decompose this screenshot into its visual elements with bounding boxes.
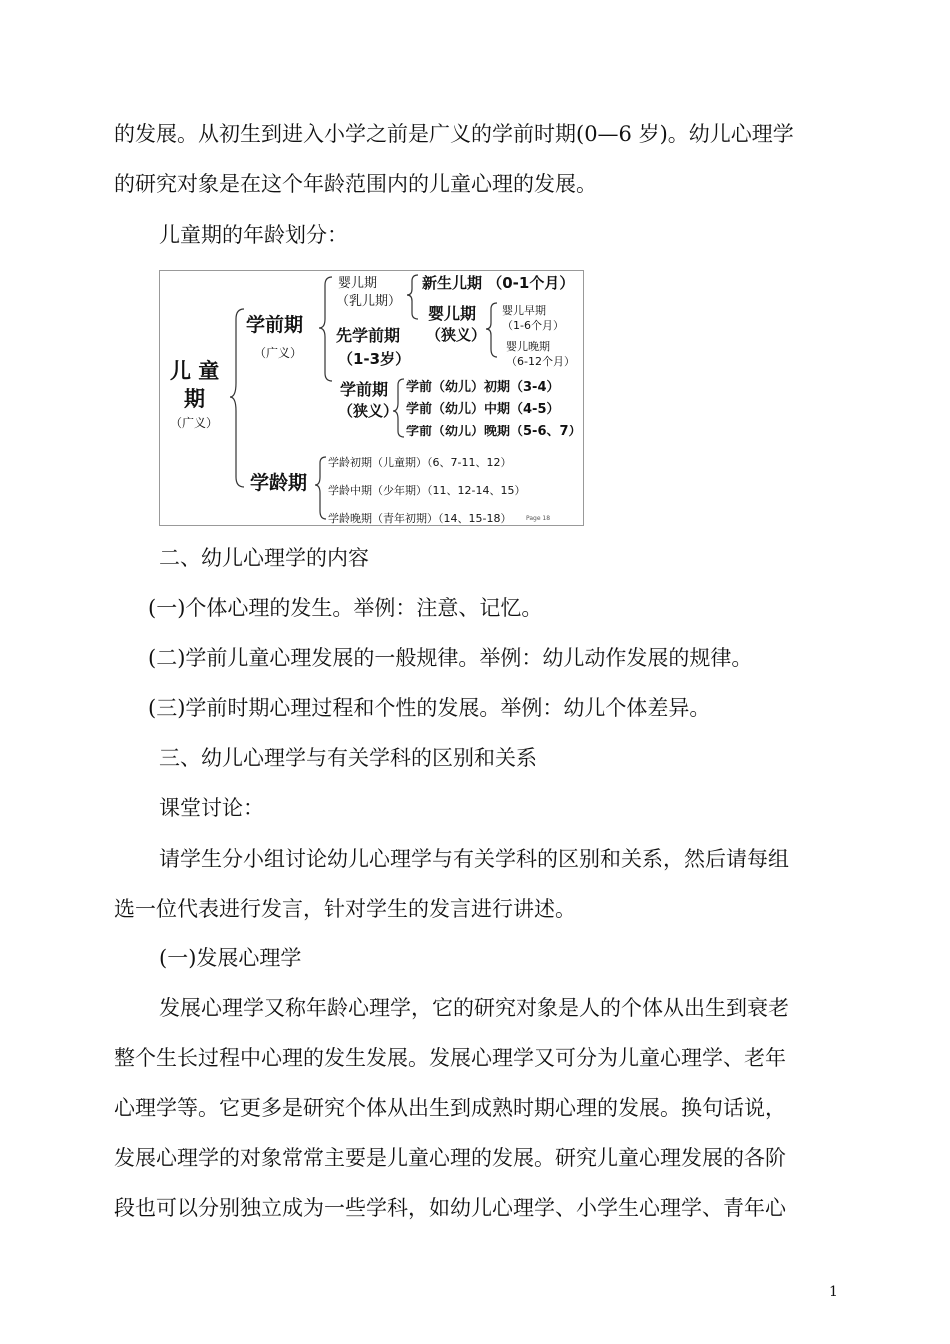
paragraph-line: (三)学前时期心理过程和个性的发展。举例：幼儿个体差异。 <box>148 696 711 720</box>
section-heading: 二、幼儿心理学的内容 <box>159 546 369 570</box>
infancy-early-label: 婴儿早期 <box>502 304 546 317</box>
section-heading: 三、幼儿心理学与有关学科的区别和关系 <box>159 746 537 770</box>
paragraph-line: 的发展。从初生到进入小学之前是广义的学前时期(0—6 岁)。幼儿心理学 <box>114 122 794 146</box>
school-stage-item: 学龄中期（少年期）（11、12-14、15） <box>328 484 526 497</box>
paragraph-line: 整个生长过程中心理的发生发展。发展心理学又可分为儿童心理学、老年 <box>114 1046 786 1070</box>
diagram-root-label: 期 <box>184 387 205 411</box>
newborn-label: 新生儿期 （0-1个月） <box>422 274 575 292</box>
school-stage-item: 学龄晚期（青年初期）（14、15-18） <box>328 512 512 525</box>
infancy-late-label: 婴儿晚期 <box>506 340 550 353</box>
preschool-stage-item: 学前（幼儿）晚期（5-6、7） <box>406 425 582 439</box>
preschool-stage-item: 学前（幼儿）初期（3-4） <box>406 380 560 395</box>
preschool-narrow-note: （狭义） <box>338 402 399 420</box>
paragraph-line: 发展心理学又称年龄心理学，它的研究对象是人的个体从出生到衰老 <box>159 996 789 1020</box>
preschool-broad-label: 学前期 <box>246 314 304 336</box>
preschool-stage-item: 学前（幼儿）中期（4-5） <box>406 402 560 417</box>
paragraph-line: (一)个体心理的发生。举例：注意、记忆。 <box>148 596 543 620</box>
infancy-late-note: （6-12个月） <box>506 355 575 368</box>
page-number: 1 <box>829 1284 838 1300</box>
paragraph-line: 请学生分小组讨论幼儿心理学与有关学科的区别和关系，然后请每组 <box>159 847 789 871</box>
age-division-diagram <box>159 270 584 526</box>
infancy-broad-note: （乳儿期） <box>336 294 402 309</box>
paragraph-line: (二)学前儿童心理发展的一般规律。举例：幼儿动作发展的规律。 <box>148 646 753 670</box>
school-age-label: 学龄期 <box>250 472 308 494</box>
paragraph-line: 选一位代表进行发言，针对学生的发言进行讲述。 <box>114 897 576 921</box>
diagram-root-note: （广义） <box>170 416 219 430</box>
diagram-root-label: 儿 童 <box>170 359 220 383</box>
infancy-broad-label: 婴儿期 <box>338 276 378 291</box>
paragraph-line: 段也可以分别独立成为一些学科，如幼儿心理学、小学生心理学、青年心 <box>114 1196 786 1220</box>
preschool-narrow-label: 学前期 <box>340 380 389 399</box>
paragraph-line: 课堂讨论： <box>159 796 264 820</box>
paragraph-line: 的研究对象是在这个年龄范围内的儿童心理的发展。 <box>114 172 597 196</box>
pre-preschool-note: （1-3岁） <box>338 350 411 368</box>
subsection-heading: (一)发展心理学 <box>159 946 302 970</box>
school-stage-item: 学龄初期（儿童期）（6、7-11、12） <box>328 456 512 469</box>
paragraph-line: 发展心理学的对象常常主要是儿童心理的发展。研究儿童心理发展的各阶 <box>114 1146 786 1170</box>
preschool-broad-note: （广义） <box>254 346 303 360</box>
infancy-narrow-label: 婴儿期 <box>428 304 477 323</box>
infancy-narrow-note: （狭义） <box>426 326 487 344</box>
pre-preschool-label: 先学前期 <box>336 326 401 345</box>
paragraph-line: 儿童期的年龄划分： <box>159 223 348 247</box>
paragraph-line: 心理学等。它更多是研究个体从出生到成熟时期心理的发展。换句话说， <box>114 1096 786 1120</box>
diagram-footer-text: Page 18 <box>526 515 551 522</box>
infancy-early-note: （1-6个月） <box>502 319 564 332</box>
